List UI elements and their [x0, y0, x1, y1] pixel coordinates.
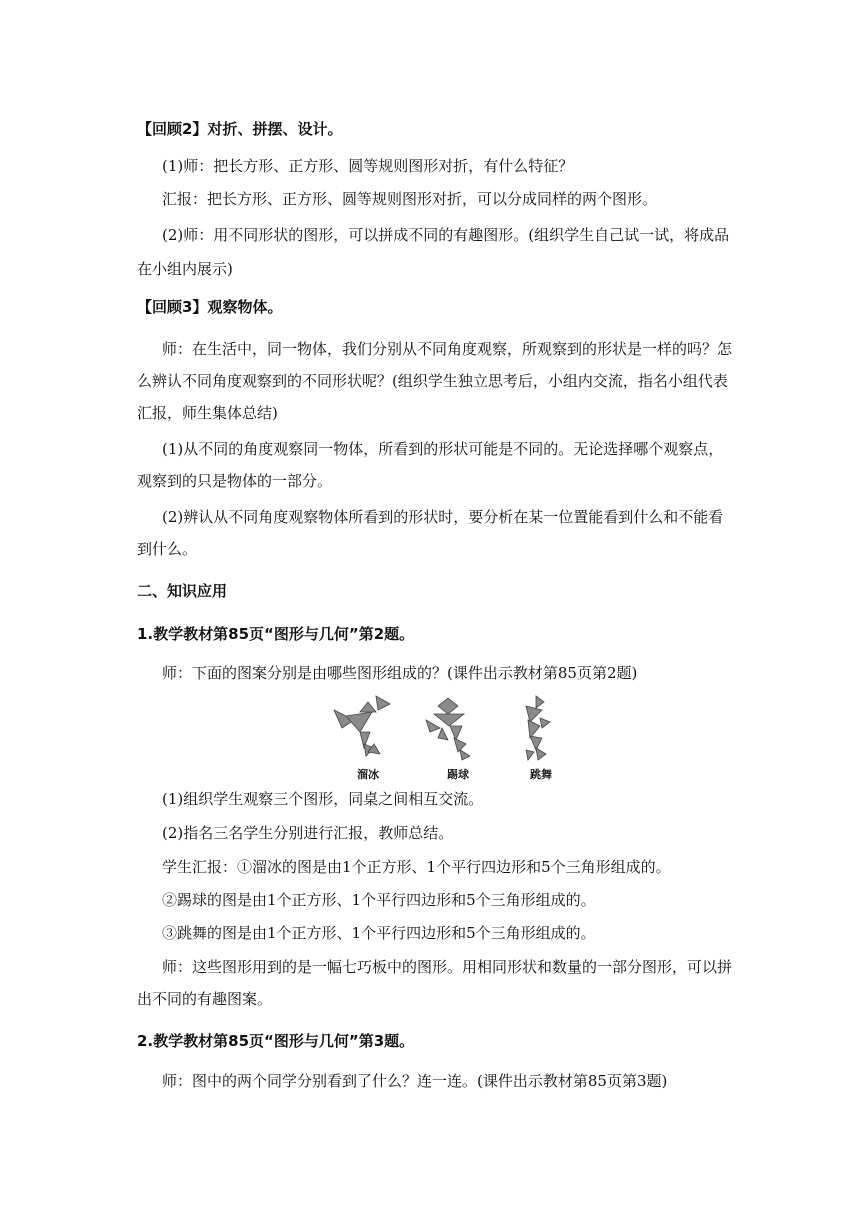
heading-exercise-1: 1.教学教材第85页“图形与几何”第2题。: [137, 625, 415, 643]
paragraph: 汇报，师生集体总结): [137, 404, 278, 422]
paragraph: 到什么。: [137, 540, 198, 558]
paragraph: (2)师：用不同形状的图形，可以拼成不同的有趣图形。(组织学生自己试一试，将成品: [162, 226, 730, 244]
dancing-figure: [526, 696, 550, 760]
paragraph: 么辨认不同角度观察到的不同形状呢？(组织学生独立思考后，小组内交流，指名小组代表: [137, 372, 728, 390]
paragraph: 师：图中的两个同学分别看到了什么？连一连。(课件出示教材第85页第3题): [162, 1072, 668, 1090]
paragraph: (1)组织学生观察三个图形，同桌之间相互交流。: [162, 790, 484, 808]
heading-knowledge-application: 二、知识应用: [137, 582, 228, 600]
paragraph: ③跳舞的图是由1个正方形、1个平行四边形和5个三角形组成的。: [162, 924, 596, 942]
football-figure: [426, 698, 470, 760]
caption-football: 踢球: [447, 768, 469, 781]
paragraph: 观察到的只是物体的一部分。: [137, 472, 333, 490]
heading-review-2: 【回顾2】对折、拼摆、设计。: [137, 120, 343, 138]
skating-figure: [334, 696, 390, 756]
paragraph: (1)从不同的角度观察同一物体，所看到的形状可能是不同的。无论选择哪个观察点，: [162, 440, 724, 458]
paragraph: 出不同的有趣图案。: [137, 990, 273, 1008]
paragraph: ②踢球的图是由1个正方形、1个平行四边形和5个三角形组成的。: [162, 891, 596, 909]
paragraph: (1)师：把长方形、正方形、圆等规则图形对折，有什么特征？: [162, 157, 574, 175]
paragraph: 汇报：把长方形、正方形、圆等规则图形对折，可以分成同样的两个图形。: [162, 190, 658, 208]
heading-exercise-2: 2.教学教材第85页“图形与几何”第3题。: [137, 1032, 415, 1050]
caption-skating: 溜冰: [357, 768, 379, 781]
paragraph: 师：下面的图案分别是由哪些图形组成的？(课件出示教材第85页第2题): [162, 664, 638, 682]
paragraph: (2)辨认从不同角度观察物体所看到的形状时，要分析在某一位置能看到什么和不能看: [162, 508, 724, 526]
heading-review-3: 【回顾3】观察物体。: [137, 298, 283, 316]
caption-dancing: 跳舞: [530, 768, 552, 781]
paragraph: 师：在生活中，同一物体，我们分别从不同角度观察，所观察到的形状是一样的吗？怎: [162, 340, 733, 358]
paragraph: 师：这些图形用到的是一幅七巧板中的图形。用相同形状和数量的一部分图形，可以拼: [162, 958, 733, 976]
paragraph: 学生汇报：①溜冰的图是由1个正方形、1个平行四边形和5个三角形组成的。: [162, 858, 671, 876]
paragraph: 在小组内展示): [137, 260, 233, 278]
paragraph: (2)指名三名学生分别进行汇报，教师总结。: [162, 824, 454, 842]
